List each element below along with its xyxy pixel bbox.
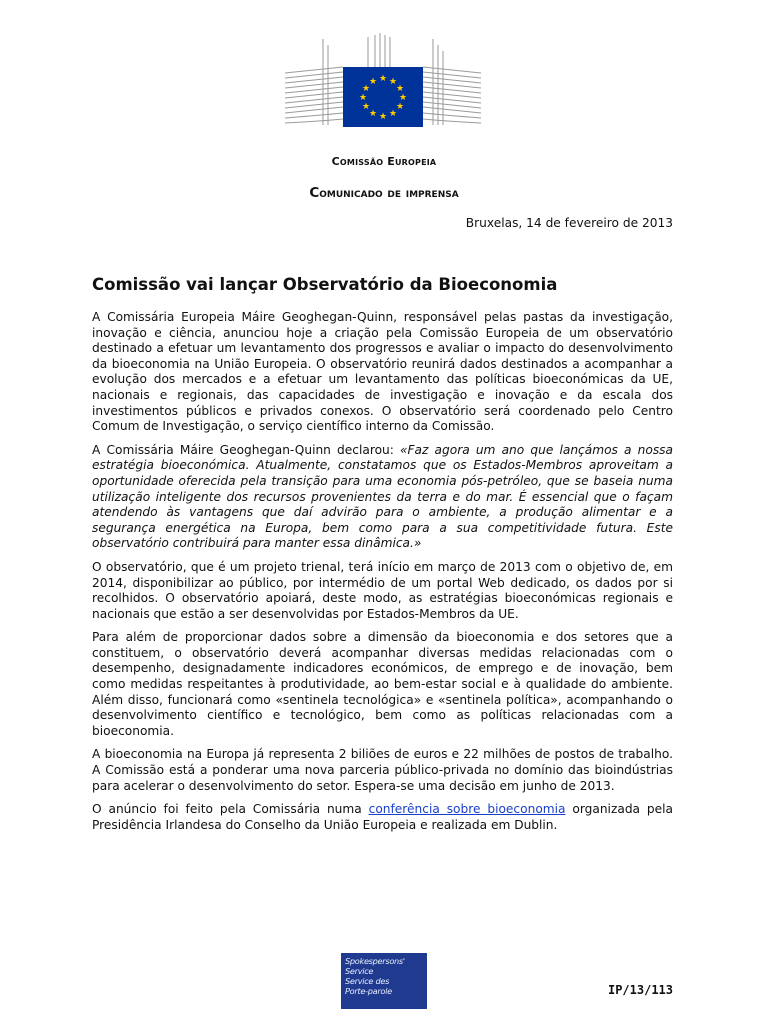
svg-text:★: ★ [368,77,378,87]
svg-text:★: ★ [378,74,388,84]
badge-line: Porte-parole [345,986,392,996]
european-commission-logo [283,33,483,133]
paragraph-4: Para além de proporcionar dados sobre a dimensão da bioeconomia e dos setores que a constituem, o observatório deverá acompanhar diversas medidas relacionadas com o desempenho, designadamente indicadores económicos, de emprego e de inovação, bem como medidas respeitantes à produtividade, ao bem-estar social e à qualidade do ambiente. Além disso, funcionará como «sentinela tecnológica» e «sentinela política», acompanhando o desenvolvimento científico e tecnológico, bem como as políticas relacionadas com a bioeconomia. [92,630,673,738]
organization-name: Comissão Europeia [331,155,437,168]
svg-text:★: ★ [358,93,368,103]
paragraph-5: A bioeconomia na Europa já representa 2 biliões de euros e 22 milhões de postos de trabalho. A Comissão está a ponderar uma nova parceria público-privada no domínio das bioindústrias para acelerar o desenvolvimento do setor. Espera-se uma decisão em junho de 2013. [92,747,673,793]
document-type: Comunicado de imprensa [309,185,459,201]
quote-intro: A Comissária Máire Geoghegan-Quinn declarou: [92,442,401,457]
press-release-reference: IP/13/113 [607,983,673,997]
quote-text: «Faz agora um ano que lançámos a nossa estratégia bioeconómica. Atualmente, constatamos que os Estados-Membros aproveitam a oportunidade oferecida pela transição para uma economia pós-petróleo, que se baseia numa utilização inteligente dos recursos provenientes da terra e do mar. É essencial que o façam atendendo às vantagens que daí advirão para o ambiente, a produção alimentar e a segurança energética na Europa, bem como para a sua competitividade futura. Este observatório contribuirá para manter essa dinâmica.» [92,442,673,551]
spokespersons-service-badge [341,953,427,1009]
article-body [92,310,673,841]
dateline: Bruxelas, 14 de fevereiro de 2013 [465,216,673,230]
conference-link[interactable]: conferência sobre bioeconomia [368,802,566,817]
paragraph-6-tail: organizada pela Presidência Irlandesa do Conselho da União Europeia e realizada em Dublin. [92,802,673,832]
svg-text:★: ★ [395,84,405,94]
badge-line: Spokespersons' [345,956,405,966]
badge-line: Service [345,966,374,976]
paragraph-1: A Comissária Europeia Máire Geoghegan-Quinn, responsável pelas pastas da investigação, inovação e ciência, anunciou hoje a criação pela Comissão Europeia de um observatório destinado a efetuar um levantamento dos progressos e avaliar o impacto do desenvolvimento da bioeconomia na União Europeia. O observatório reunirá dados destinados a acompanhar a evolução dos mercados e a efetuar um levantamento das políticas bioeconómicas da UE, nacionais e regionais, das capacidades de investigação e inovação e da escala dos investimentos públicos e privados conexos. O observatório será coordenado pelo Centro Comum de Investigação, o serviço científico interno da Comissão. [92,310,673,434]
paragraph-2 [92,443,673,552]
paragraph-3: O observatório, que é um projeto trienal, terá início em março de 2013 com o objetivo de, em 2014, disponibilizar ao público, por intermédio de um portal Web dedicado, os dados por si recolhidos. O observatório apoiará, deste modo, as estratégias bioeconómicas regionais e nacionais que estão a ser desenvolvidas por Estados-Membros da UE. [92,559,673,621]
article-headline: Comissão vai lançar Observatório da Bioeconomia [92,275,558,294]
svg-text:★: ★ [361,84,371,94]
svg-text:★: ★ [395,102,405,112]
svg-text:★: ★ [361,102,371,112]
badge-line: Service des [345,976,390,986]
svg-text:★: ★ [388,109,398,119]
svg-text:★: ★ [378,112,388,122]
paragraph-6-lead: O anúncio foi feito pela Comissária numa [92,802,369,817]
paragraph-6 [92,802,673,833]
svg-text:★: ★ [398,93,408,103]
svg-text:★: ★ [368,109,378,119]
svg-text:★: ★ [388,77,398,87]
